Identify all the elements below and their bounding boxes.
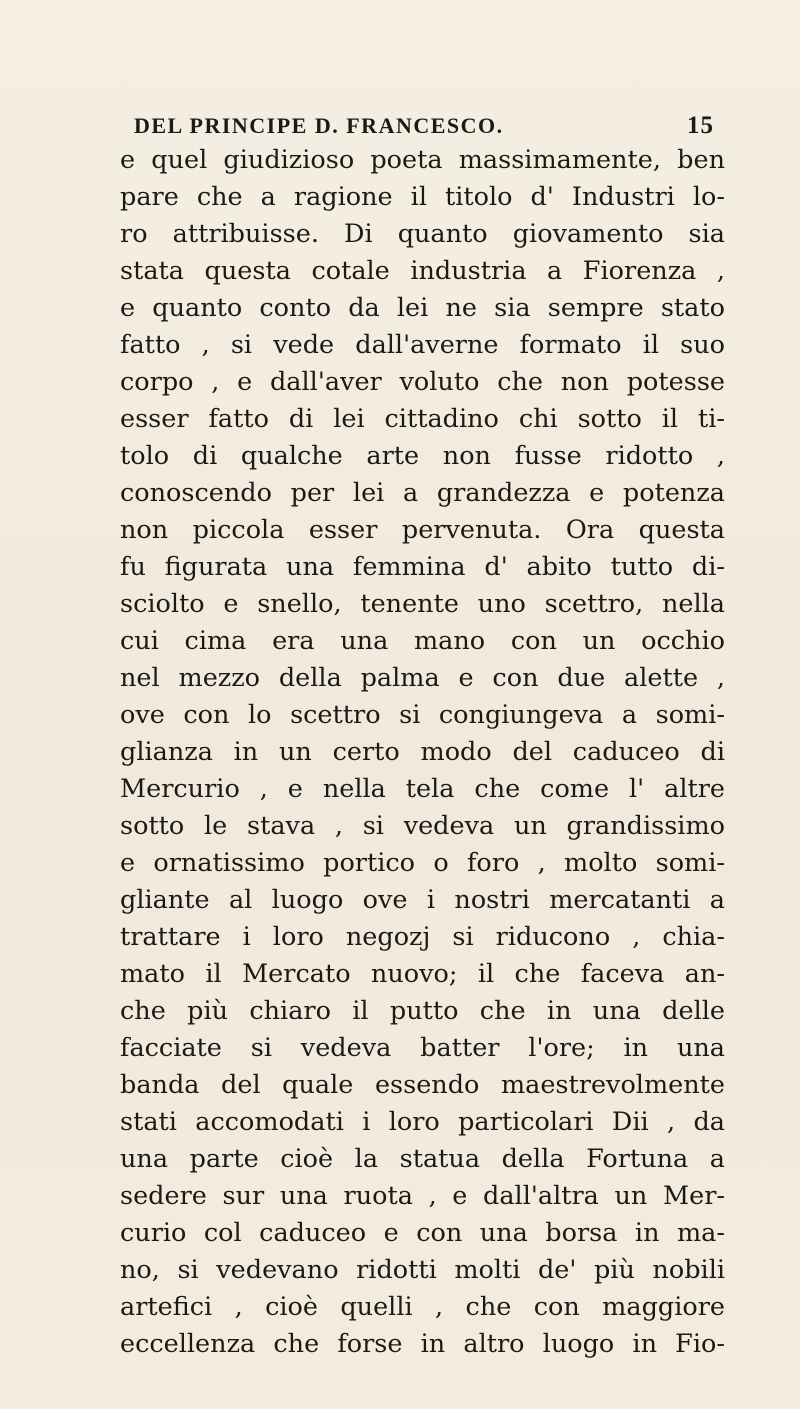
text-line: sedere sur una ruota , e dall'altra un Mer- [120, 1181, 725, 1211]
text-line: esser fatto di lei cittadino chi sotto il ti- [120, 404, 725, 434]
text-line: sciolto e snello, tenente uno scettro, nella [120, 589, 725, 619]
text-line: che più chiaro il putto che in una delle [120, 996, 725, 1026]
text-line: stata questa cotale industria a Fiorenza , [120, 256, 725, 286]
text-line: ove con lo scettro si congiungeva a somi- [120, 700, 725, 730]
text-line: curio col caduceo e con una borsa in ma- [120, 1218, 725, 1248]
text-line: stati accomodati i loro particolari Dii , da [120, 1107, 725, 1137]
text-line: cui cima era una mano con un occhio [120, 626, 725, 656]
text-line: pare che a ragione il titolo d' Industri lo- [120, 182, 725, 212]
text-body [120, 142, 725, 1363]
text-line: non piccola esser pervenuta. Ora questa [120, 515, 725, 545]
text-line: fu figurata una femmina d' abito tutto di- [120, 552, 725, 582]
text-line: corpo , e dall'aver voluto che non potesse [120, 367, 725, 397]
text-line: tolo di qualche arte non fusse ridotto , [120, 441, 725, 471]
text-line: sotto le stava , si vedeva un grandissimo [120, 811, 725, 841]
text-line: e quel giudizioso poeta massimamente, ben [120, 145, 725, 175]
text-line: mato il Mercato nuovo; il che faceva an- [120, 959, 725, 989]
text-line: artefici , cioè quelli , che con maggiore [120, 1292, 725, 1322]
text-line: glianza in un certo modo del caduceo di [120, 737, 725, 767]
running-title: DEL PRINCIPE D. FRANCESCO. [134, 113, 504, 138]
text-line: e quanto conto da lei ne sia sempre stato [120, 293, 725, 323]
text-line: fatto , si vede dall'averne formato il suo [120, 330, 725, 360]
text-line: conoscendo per lei a grandezza e potenza [120, 478, 725, 508]
text-line: no, si vedevano ridotti molti de' più nobili [120, 1255, 725, 1285]
text-line: Mercurio , e nella tela che come l' altre [120, 774, 725, 804]
text-line: eccellenza che forse in altro luogo in Fio- [120, 1329, 725, 1359]
running-head [122, 112, 714, 142]
text-line: e ornatissimo portico o foro , molto somi- [120, 848, 725, 878]
text-line: nel mezzo della palma e con due alette , [120, 663, 725, 693]
text-line: ro attribuisse. Di quanto giovamento sia [120, 219, 725, 249]
text-line: gliante al luogo ove i nostri mercatanti a [120, 885, 725, 915]
text-line: facciate si vedeva batter l'ore; in una [120, 1033, 725, 1063]
text-line: una parte cioè la statua della Fortuna a [120, 1144, 725, 1174]
text-line: banda del quale essendo maestrevolmente [120, 1070, 725, 1100]
page-number: 15 [687, 112, 714, 139]
text-line: trattare i loro negozj si riducono , chia- [120, 922, 725, 952]
